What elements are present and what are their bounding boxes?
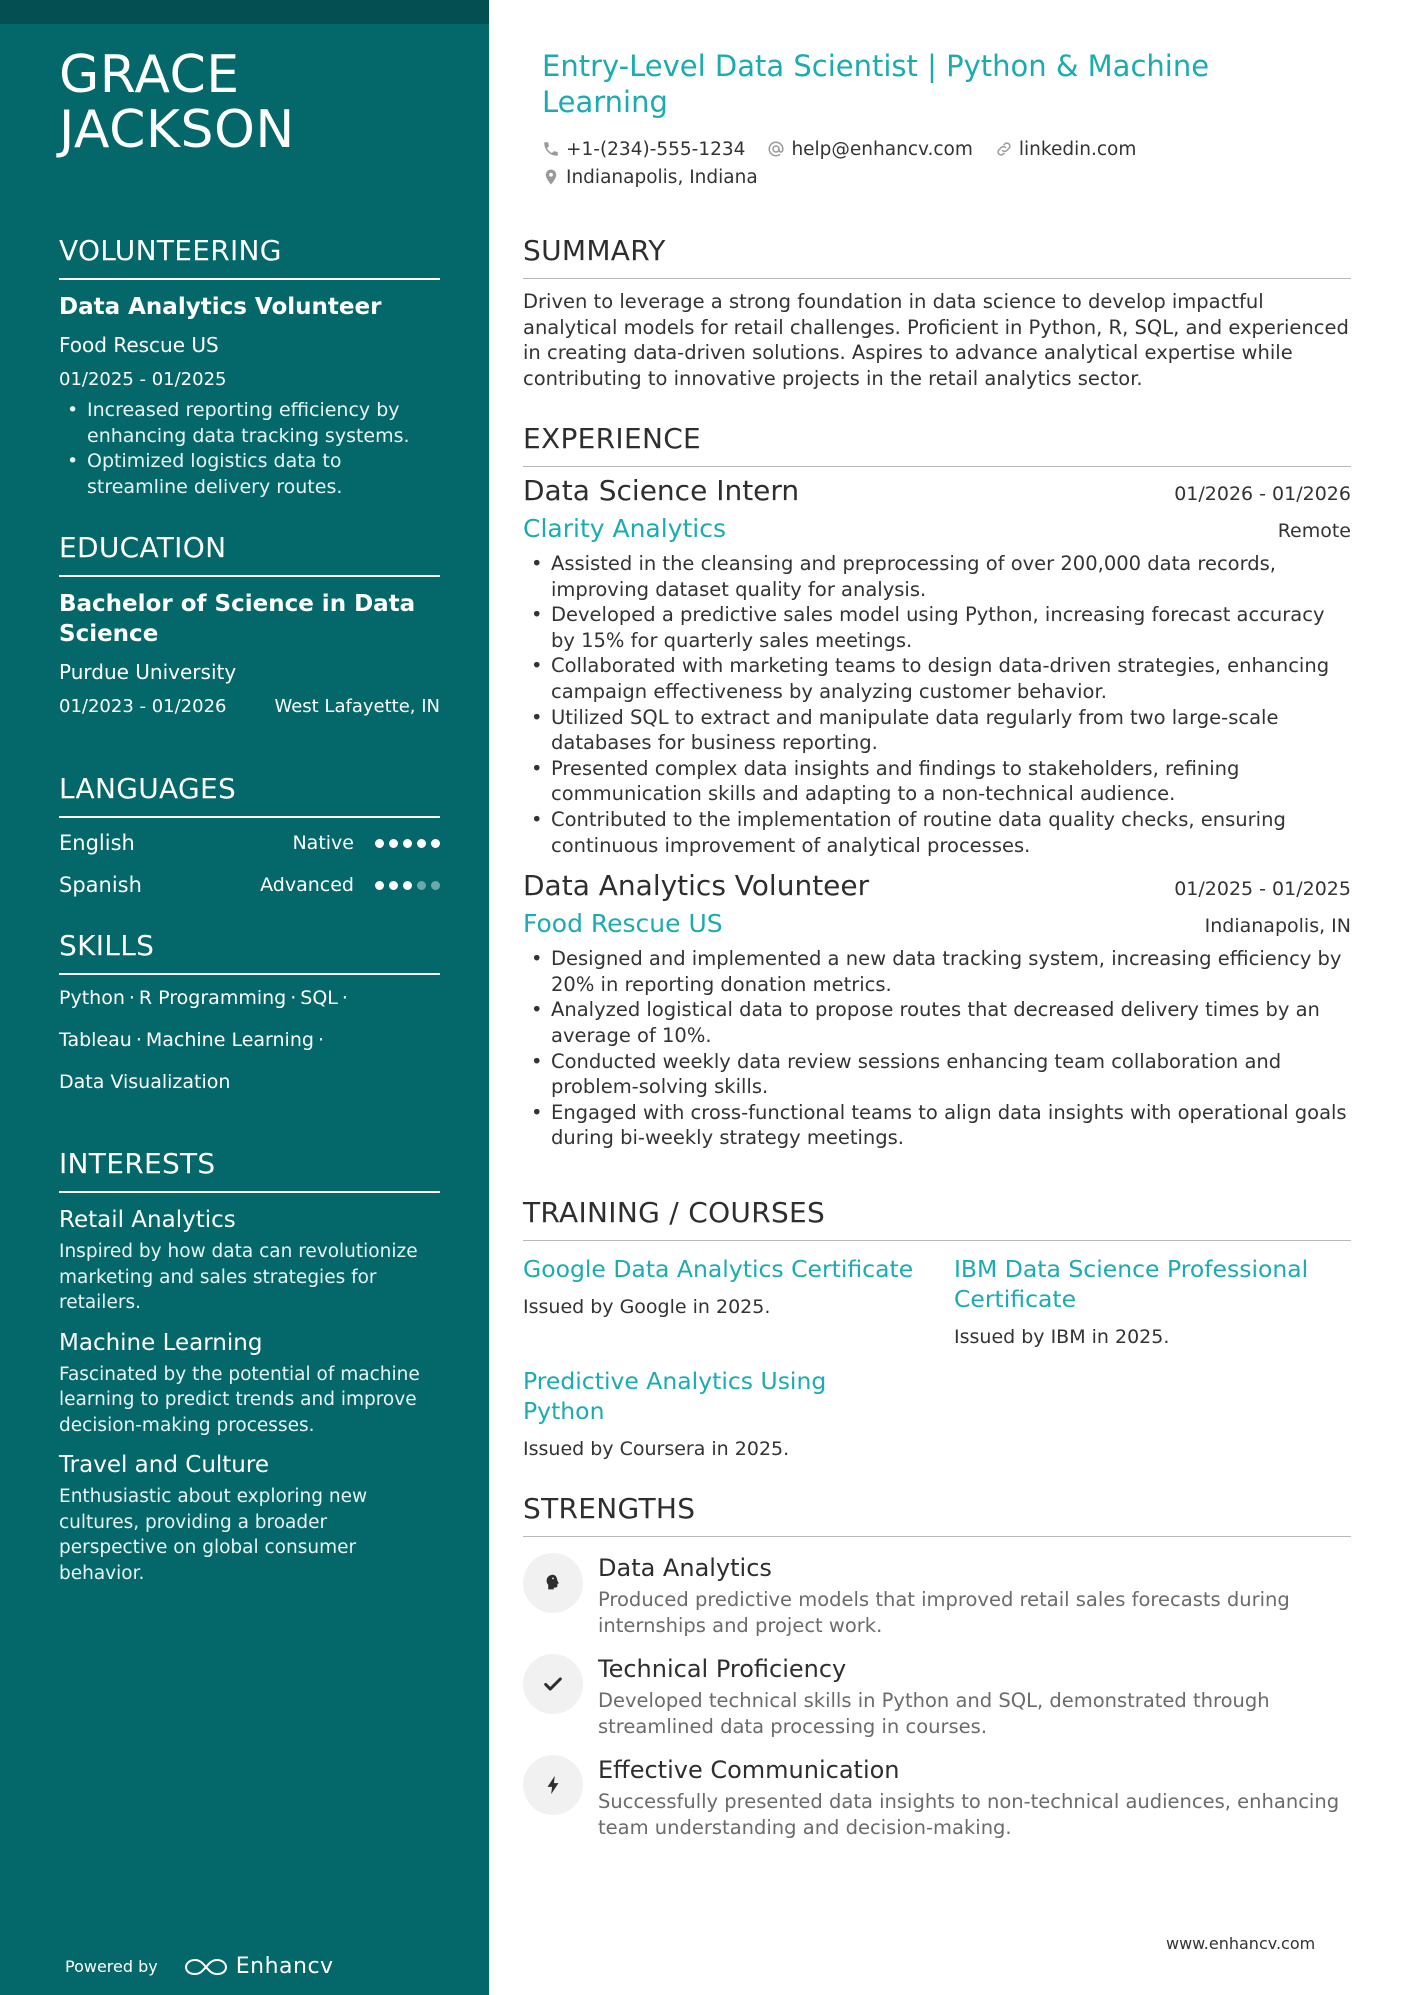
check-icon — [542, 1673, 564, 1695]
last-name: JACKSON — [59, 100, 295, 160]
section-title: TRAINING / COURSES — [523, 1196, 1351, 1241]
volunteering-section — [59, 234, 440, 500]
course-title: IBM Data Science Professional Certificate — [954, 1255, 1309, 1313]
bullet-item: • Developed a predictive sales model using Python, increasing forecast accuracy by 15% for quarterly sales meetings. — [523, 602, 1351, 653]
at-icon — [767, 140, 785, 158]
course-desc: Issued by IBM in 2025. — [954, 1326, 1170, 1348]
interest-desc: Inspired by how data can revolutionize marketing and sales strategies for retailers. — [59, 1241, 418, 1313]
bullet-item: • Optimized logistics data to streamline delivery routes. — [59, 449, 440, 500]
skill-tag: R Programming — [138, 987, 287, 1009]
rating-dot — [389, 839, 398, 848]
language-rating — [375, 881, 440, 890]
website-link[interactable]: www.enhancv.com — [1166, 1934, 1316, 1953]
bullet-item: • Utilized SQL to extract and manipulate data regularly from two large-scale databases for business reporting. — [523, 705, 1351, 756]
job-location: Remote — [1277, 520, 1351, 542]
skill-tag: Tableau — [59, 1029, 132, 1051]
lightning-icon — [542, 1774, 564, 1796]
sidebar — [0, 0, 489, 1995]
phone-icon — [542, 140, 560, 158]
interests-section — [59, 1147, 440, 1586]
rating-dot — [403, 839, 412, 848]
bullet-item: • Analyzed logistical data to propose routes that decreased delivery times by an average of 10%. — [523, 997, 1351, 1048]
rating-dot — [375, 839, 384, 848]
skill-tag: Machine Learning — [145, 1029, 314, 1051]
skill-tag: Data Visualization — [59, 1071, 231, 1093]
skill-line — [59, 1061, 440, 1103]
skill-line: Tableau · Machine Learning · — [59, 1029, 324, 1051]
section-title: EXPERIENCE — [523, 422, 1351, 467]
volunteer-role: Data Analytics Volunteer — [59, 294, 382, 320]
brain-icon — [542, 1572, 564, 1594]
bullet-item: • Contributed to the implementation of routine data quality checks, ensuring continuous improvement of analytical processes. — [523, 807, 1351, 858]
rating-dot — [389, 881, 398, 890]
bullet-item: • Conducted weekly data review sessions enhancing team collaboration and problem-solving skills. — [523, 1049, 1351, 1100]
job-role: Data Science Intern — [523, 474, 800, 507]
interest-item — [59, 1205, 440, 1316]
job-role: Data Analytics Volunteer — [523, 869, 870, 903]
skill-line: Python · R Programming · SQL · — [59, 987, 348, 1009]
contact-phone[interactable] — [542, 139, 745, 160]
job-entry — [523, 868, 1351, 1151]
contact-email[interactable] — [767, 139, 972, 160]
summary-section — [523, 234, 1351, 391]
language-rating — [375, 839, 440, 848]
strength-icon-wrap — [523, 1654, 583, 1714]
rating-dot — [431, 839, 440, 848]
education-section — [59, 531, 440, 719]
language-name: Spanish — [59, 873, 142, 897]
section-title: INTERESTS — [59, 1147, 440, 1193]
summary-text: Driven to leverage a strong foundation in data science to develop impactful analytical models for retail challenges. Proficient in Python, R, SQL, and experienced in creating data-driven solutions. Aspires to advance analytical expertise while contributing to innovative projects in the retail analytics sector. — [523, 290, 1349, 390]
section-title: VOLUNTEERING — [59, 234, 440, 280]
powered-by-label: Powered by — [65, 1957, 158, 1976]
section-title: STRENGTHS — [523, 1492, 1351, 1537]
job-bullets — [523, 551, 1351, 858]
interest-title: Travel and Culture — [59, 1452, 269, 1478]
strength-item — [523, 1755, 1351, 1840]
languages-section — [59, 772, 440, 906]
strength-item — [523, 1654, 1351, 1739]
volunteer-date: 01/2025 - 01/2025 — [59, 369, 227, 390]
interest-title: Machine Learning — [59, 1329, 263, 1356]
course-item — [954, 1254, 1351, 1350]
interest-item — [59, 1328, 440, 1439]
section-title: LANGUAGES — [59, 772, 440, 818]
powered-by — [65, 1954, 334, 1979]
section-title: EDUCATION — [59, 531, 440, 577]
section-title: SKILLS — [59, 929, 440, 975]
first-name: GRACE — [59, 45, 240, 105]
education-date: 01/2023 - 01/2026 — [59, 696, 227, 717]
job-bullets — [523, 946, 1351, 1151]
phone-text: +1-(234)-555-1234 — [566, 138, 746, 160]
degree: Bachelor of Science in Data Science — [59, 591, 416, 647]
interest-item — [59, 1450, 440, 1586]
job-company: Food Rescue US — [523, 909, 723, 939]
rating-dot — [417, 839, 426, 848]
training-section — [523, 1196, 1351, 1476]
skill-tag: SQL — [300, 987, 338, 1009]
brand-name: Enhancv — [235, 1954, 334, 1979]
strengths-section — [523, 1492, 1351, 1840]
contact-info — [542, 135, 1136, 191]
bullet-item: • Assisted in the cleansing and preprocessing of over 200,000 data records, improving dataset quality for analysis. — [523, 551, 1351, 602]
enhancv-logo[interactable] — [184, 1954, 334, 1979]
skill-tag: Python — [59, 987, 125, 1009]
rating-dot — [431, 881, 440, 890]
course-desc: Issued by Google in 2025. — [523, 1296, 771, 1318]
job-location: Indianapolis, IN — [1204, 915, 1351, 938]
interest-desc: Enthusiastic about exploring new cultures, providing a broader perspective on global consumer behavior. — [59, 1486, 368, 1584]
headline: Entry-Level Data Scientist | Python & Machine Learning — [542, 49, 1210, 119]
strength-title: Technical Proficiency — [598, 1655, 847, 1683]
link-icon — [995, 140, 1013, 158]
strength-desc: Produced predictive models that improved retail sales forecasts during internships and project work. — [598, 1588, 1290, 1637]
education-meta — [59, 695, 440, 719]
location-text: Indianapolis, Indiana — [566, 166, 758, 188]
strength-title: Effective Communication — [598, 1756, 900, 1784]
rating-dot — [417, 881, 426, 890]
strength-icon-wrap — [523, 1755, 583, 1815]
volunteer-bullets — [59, 398, 440, 500]
course-item — [523, 1254, 923, 1320]
language-row — [59, 864, 440, 906]
candidate-name — [59, 45, 295, 160]
language-level: Native — [292, 832, 354, 854]
experience-section — [523, 422, 1351, 1151]
course-desc: Issued by Coursera in 2025. — [523, 1438, 790, 1460]
interest-desc: Fascinated by the potential of machine learning to predict trends and improve decision-making processes. — [59, 1363, 420, 1436]
bullet-item: • Collaborated with marketing teams to design data-driven strategies, enhancing campaign effectiveness by analyzing customer behavior. — [523, 653, 1351, 704]
location-pin-icon — [542, 168, 560, 186]
language-level: Advanced — [260, 874, 354, 896]
rating-dot — [375, 881, 384, 890]
contact-location — [542, 167, 758, 188]
job-entry — [523, 473, 1351, 858]
strength-icon-wrap — [523, 1553, 583, 1613]
skills-section — [59, 929, 440, 1103]
email-text: help@enhancv.com — [791, 138, 973, 160]
course-title: Predictive Analytics Using Python — [523, 1367, 827, 1425]
contact-linkedin[interactable] — [995, 139, 1136, 160]
job-date: 01/2026 - 01/2026 — [1174, 483, 1351, 505]
strength-title: Data Analytics — [598, 1554, 772, 1582]
course-title: Google Data Analytics Certificate — [523, 1255, 914, 1283]
bullet-item: • Engaged with cross-functional teams to align data insights with operational goals during bi-weekly strategy meetings. — [523, 1100, 1351, 1151]
volunteer-org: Food Rescue US — [59, 333, 219, 357]
interest-title: Retail Analytics — [59, 1207, 236, 1233]
strength-desc: Developed technical skills in Python and SQL, demonstrated through streamlined data processing in courses. — [598, 1689, 1270, 1738]
strength-item — [523, 1553, 1351, 1638]
strength-desc: Successfully presented data insights to non-technical audiences, enhancing team understanding and decision-making. — [598, 1790, 1340, 1839]
section-title: SUMMARY — [523, 234, 1351, 279]
linkedin-text: linkedin.com — [1018, 138, 1137, 160]
bullet-item: • Designed and implemented a new data tracking system, increasing efficiency by 20% in reporting donation metrics. — [523, 946, 1351, 997]
job-company: Clarity Analytics — [523, 514, 727, 543]
infinity-icon — [184, 1956, 228, 1978]
school: Purdue University — [59, 660, 237, 684]
language-name: English — [59, 831, 135, 855]
bullet-item: • Increased reporting efficiency by enhancing data tracking systems. — [59, 398, 440, 449]
job-date: 01/2025 - 01/2025 — [1174, 878, 1351, 901]
course-item — [523, 1366, 863, 1462]
rating-dot — [403, 881, 412, 890]
language-row — [59, 822, 440, 864]
bullet-item: • Presented complex data insights and findings to stakeholders, refining communication skills and adapting to a non-technical audience. — [523, 756, 1351, 807]
education-location: West Lafayette, IN — [274, 696, 440, 717]
